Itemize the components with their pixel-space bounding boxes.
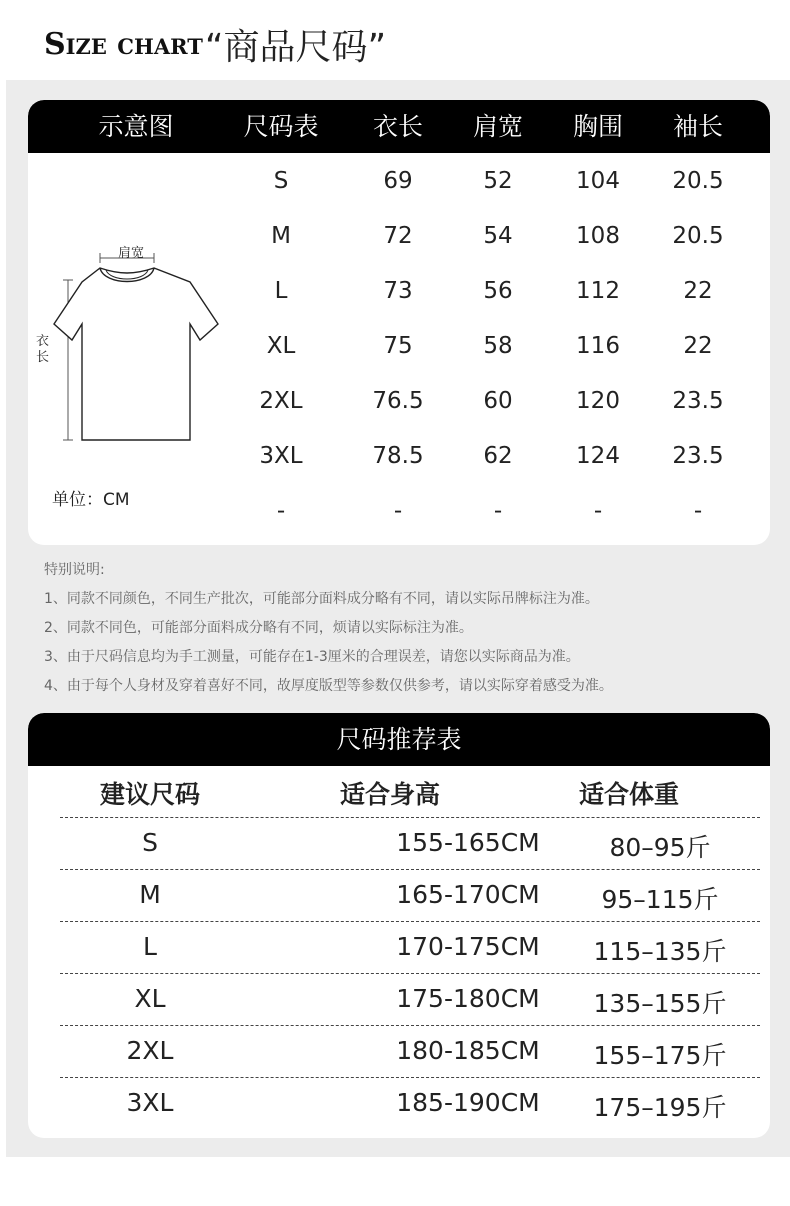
height-cell: 155-165CM xyxy=(396,828,540,857)
special-notes xyxy=(44,556,784,701)
col-weight-header: 适合体重 xyxy=(578,780,679,809)
size-cell: L xyxy=(274,278,288,304)
header-title-cn: “商品尺码” xyxy=(204,26,387,68)
sleeve-cell: - xyxy=(693,498,703,524)
note-item: 4、由于每个人身材及穿着喜好不同，故厚度版型等参数仅供参考，请以实际穿着感受为准。 xyxy=(44,678,613,694)
table-row xyxy=(60,973,760,1026)
recommend-title: 尺码推荐表 xyxy=(336,725,462,754)
shoulder-cell: 52 xyxy=(483,168,513,194)
col-height-header: 适合身高 xyxy=(339,780,440,809)
weight-cell: 175–195斤 xyxy=(593,1093,727,1122)
chest-cell: 120 xyxy=(576,388,620,414)
note-item: 1、同款不同颜色，不同生产批次，可能部分面料成分略有不同，请以实际吊牌标注为准。 xyxy=(44,591,599,607)
height-cell: 170-175CM xyxy=(396,932,540,961)
size-chart-panel xyxy=(28,100,770,545)
page-header xyxy=(44,14,386,74)
table-row xyxy=(60,1025,760,1078)
weight-cell: 135–155斤 xyxy=(593,989,727,1018)
sleeve-cell: 23.5 xyxy=(672,388,724,414)
note-item: 3、由于尺码信息均为手工测量，可能存在1-3厘米的合理误差，请您以实际商品为准。 xyxy=(44,649,580,665)
shoulder-cell: - xyxy=(493,498,503,524)
shoulder-cell: 56 xyxy=(483,278,513,304)
table-row xyxy=(60,817,760,870)
suggested-size-cell: XL xyxy=(134,984,166,1013)
chest-cell: - xyxy=(593,498,603,524)
col-size-header: 尺码表 xyxy=(243,112,319,141)
notes-title: 特别说明: xyxy=(44,562,105,578)
size-cell: M xyxy=(271,223,291,249)
note-item: 2、同款不同色，可能部分面料成分略有不同，烦请以实际标注为准。 xyxy=(44,620,473,636)
suggested-size-cell: 3XL xyxy=(126,1088,174,1117)
header-title-en: Size chart xyxy=(44,26,203,62)
shoulder-label: 肩宽 xyxy=(118,246,145,261)
shoulder-cell: 58 xyxy=(483,333,513,359)
height-cell: 180-185CM xyxy=(396,1036,540,1065)
col-shoulder-header: 肩宽 xyxy=(472,112,523,141)
shoulder-cell: 62 xyxy=(483,443,513,469)
length-cell: 76.5 xyxy=(372,388,424,414)
suggested-size-cell: S xyxy=(142,828,158,857)
height-cell: 185-190CM xyxy=(396,1088,540,1117)
sleeve-cell: 22 xyxy=(683,333,713,359)
suggested-size-cell: L xyxy=(143,932,157,961)
size-recommend-panel xyxy=(28,713,770,1138)
size-chart-header-bar xyxy=(28,100,770,153)
unit-label: 单位：CM xyxy=(52,490,130,510)
sleeve-cell: 23.5 xyxy=(672,443,724,469)
table-row xyxy=(60,921,760,974)
chest-cell: 124 xyxy=(576,443,620,469)
suggested-size-cell: 2XL xyxy=(126,1036,174,1065)
shoulder-cell: 54 xyxy=(483,223,513,249)
length-label-2: 长 xyxy=(36,350,50,365)
chest-cell: 112 xyxy=(576,278,620,304)
col-diagram-header: 示意图 xyxy=(98,112,174,141)
table-row xyxy=(60,869,760,922)
table-row xyxy=(60,1077,760,1130)
tshirt-diagram-icon xyxy=(42,238,242,448)
sleeve-cell: 20.5 xyxy=(672,223,724,249)
length-label-1: 衣 xyxy=(36,334,50,349)
col-length-header: 衣长 xyxy=(372,112,423,141)
size-cell: XL xyxy=(266,333,296,359)
size-cell: - xyxy=(276,498,286,524)
col-suggested-size-header: 建议尺码 xyxy=(99,780,200,809)
weight-cell: 80–95斤 xyxy=(609,833,711,862)
height-cell: 175-180CM xyxy=(396,984,540,1013)
col-sleeve-header: 袖长 xyxy=(672,112,723,141)
suggested-size-cell: M xyxy=(139,880,161,909)
recommend-header-bar xyxy=(28,713,770,766)
length-cell: 69 xyxy=(383,168,413,194)
length-cell: 75 xyxy=(383,333,413,359)
size-cell: S xyxy=(273,168,289,194)
size-cell: 3XL xyxy=(259,443,303,469)
length-cell: 72 xyxy=(383,223,413,249)
weight-cell: 95–115斤 xyxy=(601,885,719,914)
height-cell: 165-170CM xyxy=(396,880,540,909)
sleeve-cell: 22 xyxy=(683,278,713,304)
length-cell: 78.5 xyxy=(372,443,424,469)
weight-cell: 155–175斤 xyxy=(593,1041,727,1070)
size-cell: 2XL xyxy=(259,388,303,414)
chest-cell: 116 xyxy=(576,333,620,359)
chest-cell: 108 xyxy=(576,223,620,249)
weight-cell: 115–135斤 xyxy=(593,937,727,966)
length-cell: - xyxy=(393,498,403,524)
chest-cell: 104 xyxy=(576,168,620,194)
length-cell: 73 xyxy=(383,278,413,304)
shoulder-cell: 60 xyxy=(483,388,513,414)
col-chest-header: 胸围 xyxy=(572,112,623,141)
sleeve-cell: 20.5 xyxy=(672,168,724,194)
